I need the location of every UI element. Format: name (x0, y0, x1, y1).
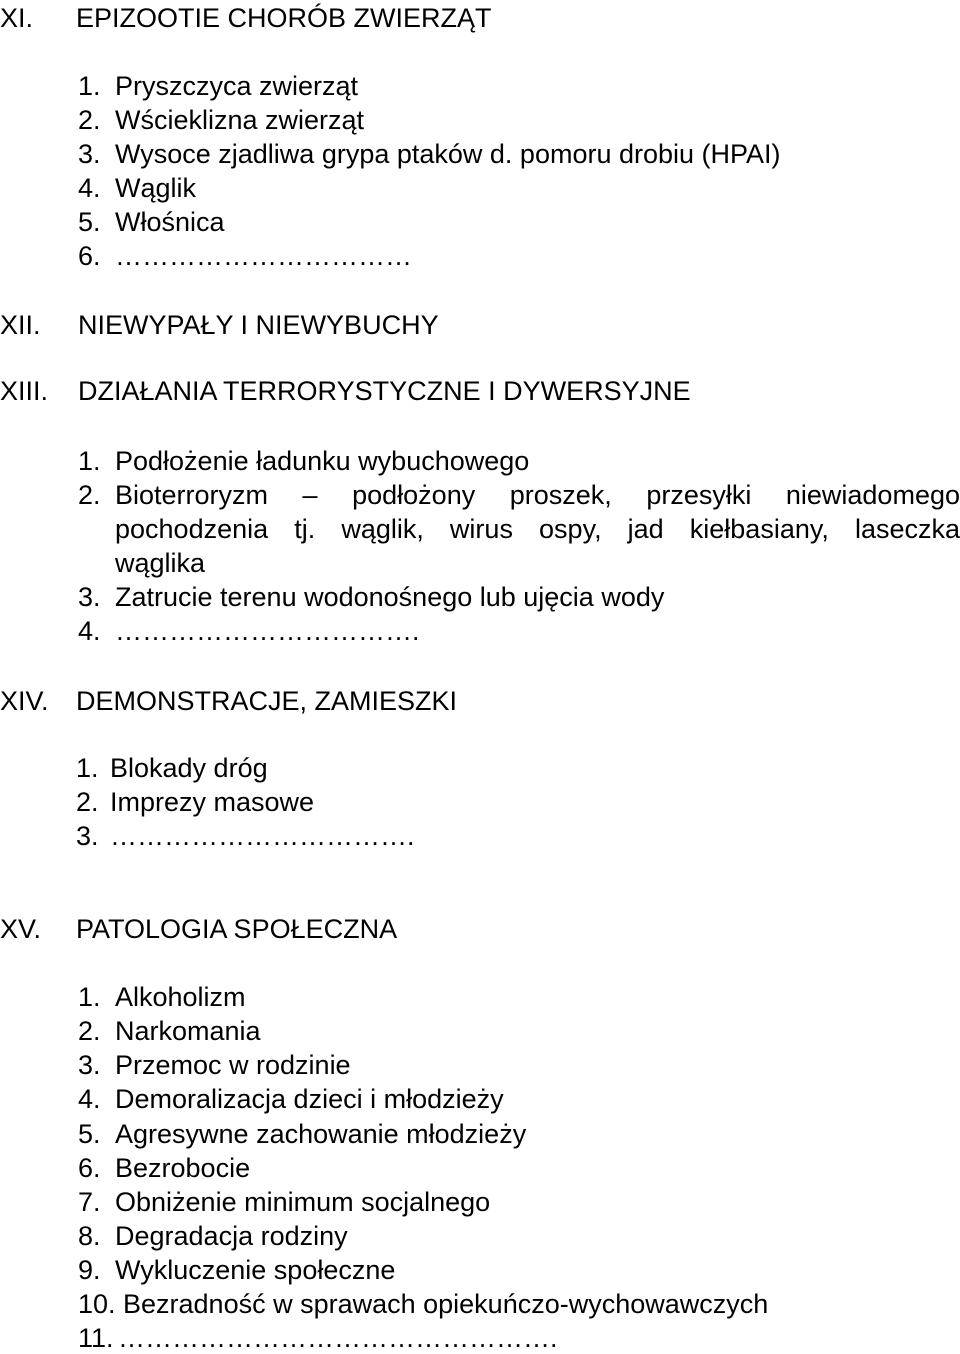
list-item: Alkoholizm (115, 982, 246, 1012)
list-item-number: 1. (76, 753, 99, 783)
list-item-line (115, 513, 960, 545)
list-item-number: 11. (78, 1323, 114, 1353)
list-item-number: 3. (76, 821, 99, 851)
list-item: Podłożenie ładunku wybuchowego (115, 446, 530, 476)
list-item-number: 5. (78, 1119, 101, 1149)
list-item-number: 3. (78, 582, 101, 612)
list-item: Narkomania (115, 1016, 261, 1046)
section-14-title: DEMONSTRACJE, ZAMIESZKI (76, 686, 458, 716)
list-item-number: 9. (78, 1255, 101, 1285)
section-12-title: NIEWYPAŁY I NIEWYBUCHY (78, 310, 439, 340)
section-15-title: PATOLOGIA SPOŁECZNA (76, 914, 398, 944)
list-item-placeholder: ……………………………. (110, 821, 415, 851)
list-item-number: 4. (78, 616, 101, 646)
list-item: Obniżenie minimum socjalnego (115, 1187, 491, 1217)
section-11-number: XI. (0, 3, 34, 33)
list-item: Bezrobocie (115, 1153, 251, 1183)
section-13-title: DZIAŁANIA TERRORYSTYCZNE I DYWERSYJNE (78, 376, 691, 406)
list-item-placeholder: ……………………………. (115, 616, 420, 646)
list-item-number: 4. (78, 1084, 101, 1114)
list-item: Wścieklizna zwierząt (115, 105, 365, 135)
list-item: Wysoce zjadliwa grypa ptaków d. pomoru drobiu (HPAI) (115, 139, 781, 169)
list-item-number: 2. (78, 1016, 101, 1046)
list-item-number: 7. (78, 1187, 101, 1217)
list-item-number: 3. (78, 1050, 101, 1080)
list-item: Włośnica (115, 207, 225, 237)
list-item-number: 5. (78, 207, 101, 237)
section-11-title: EPIZOOTIE CHORÓB ZWIERZĄT (76, 3, 492, 33)
list-item: Degradacja rodziny (115, 1221, 348, 1251)
list-item-line (115, 479, 960, 511)
list-item-number: 4. (78, 173, 101, 203)
list-item-placeholder: …………………………………………. (118, 1323, 558, 1353)
list-item-number: 3. (78, 139, 101, 169)
section-15-number: XV. (0, 914, 42, 944)
list-item: Przemoc w rodzinie (115, 1050, 351, 1080)
list-item-number: 1. (78, 71, 101, 101)
list-item: Wykluczenie społeczne (115, 1255, 396, 1285)
section-13-number: XIII. (0, 376, 49, 406)
list-item: Blokady dróg (110, 753, 268, 783)
list-item: Wąglik (115, 173, 197, 203)
list-item-number: 2. (78, 105, 101, 135)
list-item-placeholder: …………………………… (115, 241, 412, 271)
list-item: Imprezy masowe (110, 787, 315, 817)
list-item: Bezradność w sprawach opiekuńczo-wychowawczych (123, 1289, 769, 1319)
list-item-line: wąglika (115, 548, 206, 578)
list-item-number: 2. (78, 480, 101, 510)
list-item-number: 6. (78, 241, 101, 271)
list-item-number: 6. (78, 1153, 101, 1183)
list-item-line-text: Bioterroryzm – podłożony proszek, przesyłki niewiadomego (115, 480, 960, 510)
section-12-number: XII. (0, 310, 41, 340)
list-item: Agresywne zachowanie młodzieży (115, 1119, 527, 1149)
list-item-number: 2. (76, 787, 99, 817)
list-item-number: 1. (78, 446, 101, 476)
list-item: Demoralizacja dzieci i młodzieży (115, 1084, 504, 1114)
list-item-number: 10. (78, 1289, 116, 1319)
list-item-number: 8. (78, 1221, 101, 1251)
list-item: Pryszczyca zwierząt (115, 71, 359, 101)
list-item-line-text: pochodzenia tj. wąglik, wirus ospy, jad kiełbasiany, laseczka (115, 514, 960, 544)
section-14-number: XIV. (0, 686, 49, 716)
list-item-number: 1. (78, 982, 101, 1012)
list-item: Zatrucie terenu wodonośnego lub ujęcia wody (115, 582, 665, 612)
